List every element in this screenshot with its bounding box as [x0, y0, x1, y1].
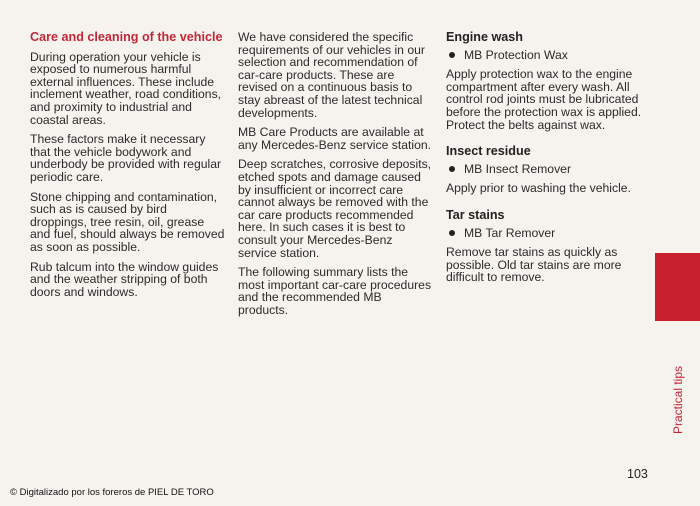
product-name: MB Tar Remover	[464, 225, 556, 240]
column-3	[446, 31, 644, 291]
page-number: 103	[627, 467, 648, 481]
product-name: MB Protection Wax	[464, 47, 568, 62]
tar-stains-heading: Tar stains	[446, 207, 505, 222]
insect-residue-heading: Insect residue	[446, 144, 531, 159]
bullet-icon	[449, 166, 455, 172]
column-2	[238, 31, 434, 323]
side-tab-label: Practical tips	[671, 365, 685, 435]
paragraph: We have considered the specific requirements of our vehicles in our selection and recommendation of car-care products. These are revised on a continuous basis to stay abreast of the latest technical developments.	[238, 30, 425, 120]
paragraph: Apply protection wax to the engine compartment after every wash. All control rod joints must be lubricated before the protection wax is applied. Protect the belts against wax.	[446, 67, 642, 132]
paragraph: These factors make it necessary that the vehicle bodywork and underbody be provided with regular periodic care.	[30, 132, 222, 184]
paragraph: MB Care Products are available at any Mercedes-Benz service station.	[238, 125, 432, 152]
paragraph: Stone chipping and contamination, such as is caused by bird droppings, tree resin, oil, grease and fuel, should always be removed as soon as possible.	[30, 189, 225, 254]
side-tab-marker	[655, 253, 700, 321]
product-bullet	[446, 227, 644, 240]
section-title: Care and cleaning of the vehicle	[30, 30, 223, 44]
paragraph: During operation your vehicle is exposed to numerous harmful external influences. These include inclement weather, road conditions, and proximity to industrial and coastal areas.	[30, 49, 222, 127]
paragraph: Apply prior to washing the vehicle.	[446, 181, 631, 196]
product-bullet	[446, 163, 644, 176]
paragraph: Remove tar stains as quickly as possible. Old tar stains are more difficult to remove.	[446, 245, 622, 285]
bullet-icon	[449, 52, 455, 58]
paragraph: Rub talcum into the window guides and the weather stripping of both doors and windows.	[30, 259, 219, 299]
paragraph: Deep scratches, corrosive deposits, etched spots and damage caused by insufficient or incorrect care cannot always be removed with the car care products recommended here. In such cases it is best to consult your Mercedes-Benz service station.	[238, 157, 432, 260]
bullet-icon	[449, 230, 455, 236]
column-1	[30, 31, 226, 305]
product-name: MB Insect Remover	[464, 161, 572, 176]
product-bullet	[446, 49, 644, 62]
engine-wash-heading: Engine wash	[446, 30, 523, 44]
paragraph: The following summary lists the most important car-care procedures and the recommended MB products.	[238, 265, 432, 317]
credit-line: © Digitalizado por los foreros de PIEL DE TORO	[10, 487, 214, 498]
